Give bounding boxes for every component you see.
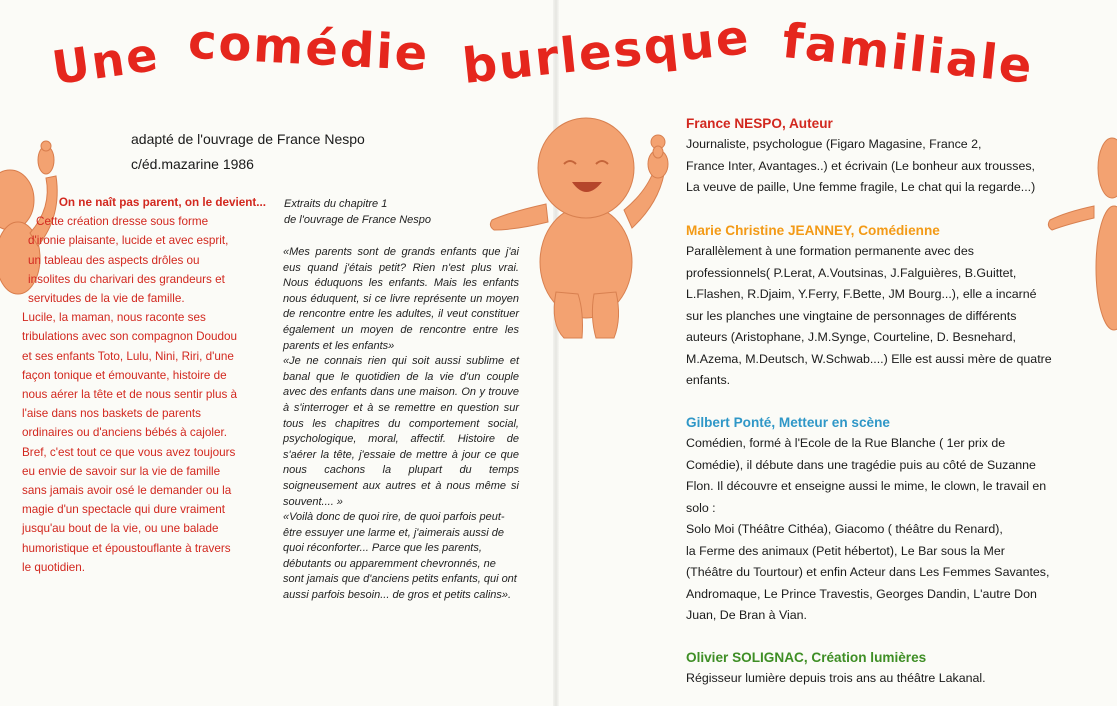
bio-nespo [686, 114, 1086, 199]
intro-text [22, 193, 270, 577]
adaptation-info [131, 127, 365, 177]
intro-line: magie d'un spectacle qui dure vraiment [22, 503, 225, 517]
bio-line: professionnels( P.Lerat, A.Voutsinas, J.Falguières, B.Guittet, [686, 265, 1017, 280]
intro-line: le quotidien. [22, 560, 86, 574]
title-word-1: Une [48, 26, 163, 96]
bio-line: Juan, De Bran à Vian. [686, 608, 808, 622]
title-word-2: comédie [186, 13, 431, 83]
intro-line: Bref, c'est tout ce que vous avez toujours [22, 445, 236, 459]
bio-line: Comédie), il débute dans une tragédie puis au côté de Suzanne [686, 457, 1036, 472]
bio-line: Andromaque, Le Prince Travestis, Georges Dandin, L'autre Don [686, 586, 1037, 601]
intro-line: servitudes de la vie de famille. [28, 292, 185, 306]
bio-line: Journaliste, psychologue (Figaro Magasine, France 2, [686, 137, 982, 151]
extract-heading [284, 196, 431, 228]
intro-line: façon tonique et émouvante, histoire de [22, 368, 227, 382]
extract-paragraph: «Mes parents sont de grands enfants que j'ai eus quand j'étais petit? Rien n'est plus vrai. Nous éduquons les enfants. Mais les enfants nous éduquent, si ce livre représente un moyen de rencontre entre les adultes, il veut constituer également un moyen de rencontre entre les parents et les enfants» [283, 246, 519, 352]
intro-line: Cette création dresse sous forme [36, 215, 209, 229]
intro-line: nous aérer la tête et de nous sentir plus à [22, 388, 238, 402]
bio-name: Gilbert Ponté, Metteur en scène [686, 415, 890, 430]
adaptation-line: adapté de l'ouvrage de France Nespo [131, 131, 365, 147]
bio-line: la Ferme des animaux (Petit hébertot), Le Bar sous la Mer [686, 543, 1005, 558]
bio-name: Olivier SOLIGNAC, Création lumières [686, 650, 927, 665]
extract-paragraph: «Je ne connais rien qui soit aussi sublime et banal que le quotidien de la vie d'un couple avec des enfants dans une maison. On y trouve à s'interroger et à se remettre en question sur tous les chapitres du comportement social, psychologique, moral, affectif. Histoire de s'aérer la tête, j'essaie de mettre à jour ce que nous cachons la plupart du temps soigneusement aux autres et à nous même si souvent.... » [283, 355, 519, 508]
page-title [0, 0, 1117, 110]
bio-line: France Inter, Avantages..) et écrivain (Le bonheur aux trousses, [686, 158, 1035, 173]
bio-line: Parallèlement à une formation permanente avec des [686, 244, 974, 258]
intro-line: et ses enfants Toto, Lulu, Nini, Riri, d'une [22, 349, 234, 363]
bio-line: (Théâtre du Tourtour) et enfin Acteur dans Les Femmes Savantes, [686, 565, 1050, 579]
intro-line: tribulations avec son compagnon Doudou [22, 330, 238, 344]
bio-line: enfants. [686, 373, 731, 387]
bio-line: L.Flashen, R.Djaim, Y.Ferry, F.Bette, JM Bourg...), elle a incarné [686, 287, 1037, 301]
bio-name: France NESPO, Auteur [686, 116, 833, 131]
bio-line: Régisseur lumière depuis trois ans au théâtre Lakanal. [686, 671, 986, 685]
extract-heading-line: Extraits du chapitre 1 [284, 198, 388, 210]
bio-line: Flon. Il découvre et enseigne aussi le mime, le clown, le travail en [686, 479, 1047, 493]
bio-line: Solo Moi (Théâtre Cithéa), Giacomo ( théâtre du Renard), [686, 522, 1003, 536]
intro-line: Lucile, la maman, nous raconte ses [22, 311, 206, 325]
bio-ponte [686, 413, 1086, 627]
intro-line: insolites du charivari des grandeurs et [28, 272, 225, 286]
title-word-4: familiale [779, 12, 1037, 96]
intro-line: ordinaires ou d'anciens bébés à cajoler. [22, 426, 227, 440]
bio-line: auteurs (Aristophane, J.M.Synge, Courteline, D. Besnehard, [686, 330, 1016, 344]
intro-line: d'ironie plaisante, lucide et avec esprit, [28, 234, 229, 248]
extract-paragraph: «Voilà donc de quoi rire, de quoi parfois peut-être essuyer une larme et, j'aimerais aussi de quoi réconforter... Parce que les parents, débutants ou apparemment chevronnés, ne sont jamais que d'anciens petits enfants, qui ont aussi parfois besoin... de gros et petits calins». [283, 511, 517, 602]
bio-line: sur les planches une vingtaine de personnages de différents [686, 308, 1017, 323]
bio-line: M.Azema, M.Deutsch, W.Schwab....) Elle est aussi mère de quatre [686, 351, 1052, 366]
bio-solignac [686, 648, 1086, 690]
bio-line: Comédien, formé à l'Ecole de la Rue Blanche ( 1er prix de [686, 436, 1006, 450]
intro-line: jusqu'au bout de la vie, ou une balade [22, 522, 219, 536]
intro-lead: On ne naît pas parent, on le devient... [58, 196, 266, 209]
intro-line: un tableau des aspects drôles ou [28, 253, 200, 267]
extract-heading-line: de l'ouvrage de France Nespo [284, 214, 432, 226]
bio-name: Marie Christine JEANNEY, Comédienne [686, 223, 940, 238]
publisher-line: c/éd.mazarine 1986 [131, 156, 254, 172]
intro-line: l'aise dans nos baskets de parents [22, 407, 201, 421]
bio-line: solo : [686, 500, 716, 515]
bio-line: La veuve de paille, Une femme fragile, Le chat qui la regarde...) [686, 180, 1036, 194]
intro-line: sans jamais avoir osé le demander ou la [22, 484, 232, 498]
bio-jeanney [686, 221, 1086, 392]
title-word-3: burlesque [459, 9, 754, 95]
intro-line: eu envie de savoir sur la vie de famille [22, 464, 221, 478]
intro-line: humoristique et époustouflante à travers [22, 541, 231, 555]
extract-text [283, 245, 519, 604]
